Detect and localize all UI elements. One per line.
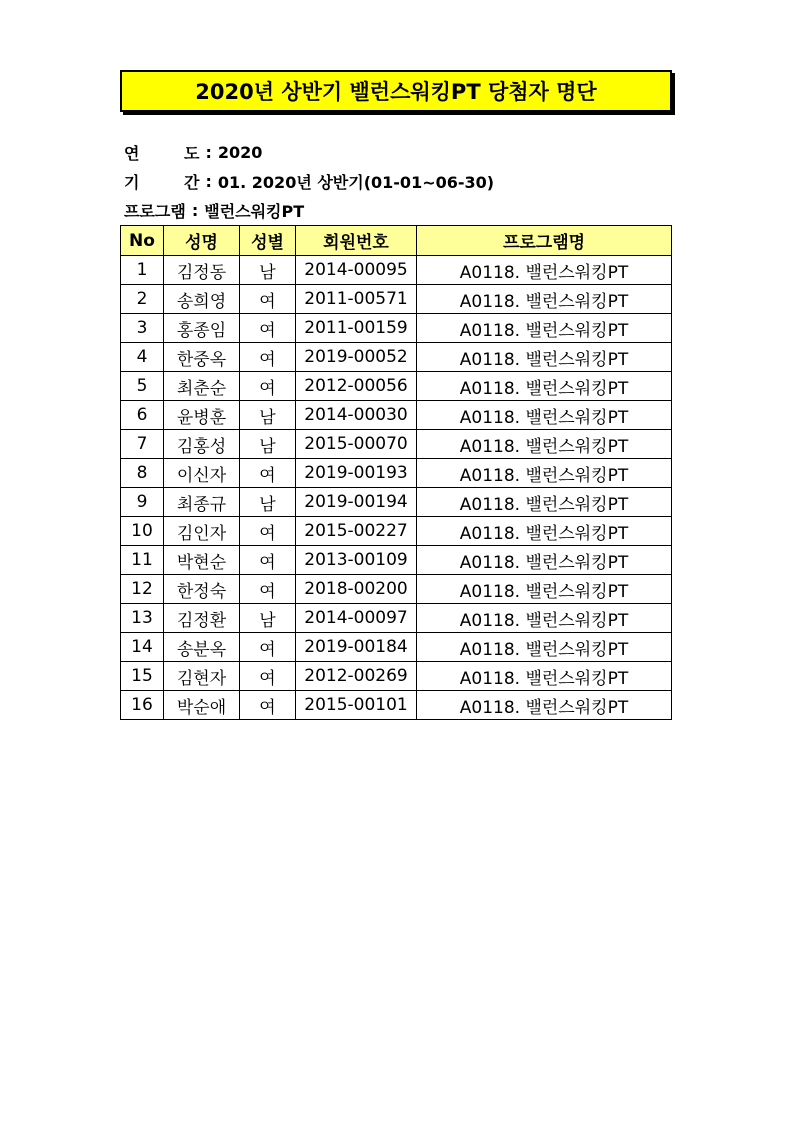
meta-period-label-b: 간: [184, 172, 200, 192]
cell-program: A0118. 밸런스워킹PT: [417, 575, 672, 604]
cell-name: 최종규: [164, 488, 240, 517]
cell-no: 14: [121, 633, 164, 662]
document-title: 2020년 상반기 밸런스워킹PT 당첨자 명단: [195, 80, 597, 104]
cell-no: 4: [121, 343, 164, 372]
cell-no: 10: [121, 517, 164, 546]
cell-no: 12: [121, 575, 164, 604]
cell-member-id: 2014-00097: [296, 604, 417, 633]
table-row: [121, 662, 672, 691]
cell-sex: 여: [240, 459, 296, 488]
cell-no: 6: [121, 401, 164, 430]
cell-name: 김정동: [164, 256, 240, 285]
header-name: 성명: [164, 226, 240, 256]
meta-period: [124, 169, 494, 193]
cell-no: 5: [121, 372, 164, 401]
table-header-row: [121, 226, 672, 256]
meta-year-label-b: 도: [184, 143, 200, 163]
table-row: [121, 488, 672, 517]
cell-name: 김현자: [164, 662, 240, 691]
cell-member-id: 2019-00194: [296, 488, 417, 517]
cell-no: 9: [121, 488, 164, 517]
cell-member-id: 2012-00056: [296, 372, 417, 401]
cell-name: 송희영: [164, 285, 240, 314]
cell-sex: 남: [240, 604, 296, 633]
cell-sex: 여: [240, 517, 296, 546]
header-no: No: [121, 226, 164, 256]
cell-no: 13: [121, 604, 164, 633]
cell-member-id: 2011-00571: [296, 285, 417, 314]
cell-sex: 남: [240, 256, 296, 285]
cell-name: 한중옥: [164, 343, 240, 372]
cell-program: A0118. 밸런스워킹PT: [417, 256, 672, 285]
cell-member-id: 2015-00101: [296, 691, 417, 720]
cell-member-id: 2019-00184: [296, 633, 417, 662]
table-row: [121, 285, 672, 314]
cell-program: A0118. 밸런스워킹PT: [417, 604, 672, 633]
cell-name: 최춘순: [164, 372, 240, 401]
meta-period-label-a: 기: [124, 172, 140, 192]
cell-name: 홍종임: [164, 314, 240, 343]
cell-program: A0118. 밸런스워킹PT: [417, 691, 672, 720]
cell-sex: 여: [240, 546, 296, 575]
cell-program: A0118. 밸런스워킹PT: [417, 285, 672, 314]
cell-sex: 여: [240, 633, 296, 662]
table-row: [121, 575, 672, 604]
cell-name: 김홍성: [164, 430, 240, 459]
cell-member-id: 2019-00193: [296, 459, 417, 488]
meta-period-sep: :: [205, 171, 212, 191]
cell-sex: 남: [240, 401, 296, 430]
cell-member-id: 2014-00095: [296, 256, 417, 285]
meta-year-label-a: 연: [124, 143, 140, 163]
cell-no: 11: [121, 546, 164, 575]
cell-member-id: 2019-00052: [296, 343, 417, 372]
table-row: [121, 430, 672, 459]
cell-program: A0118. 밸런스워킹PT: [417, 343, 672, 372]
meta-year-value: 2020: [217, 142, 263, 162]
cell-name: 한정숙: [164, 575, 240, 604]
cell-sex: 여: [240, 372, 296, 401]
cell-program: A0118. 밸런스워킹PT: [417, 372, 672, 401]
cell-sex: 남: [240, 488, 296, 517]
header-program: 프로그램명: [417, 226, 672, 256]
table-row: [121, 314, 672, 343]
meta-year-sep: :: [205, 142, 212, 162]
cell-name: 윤병훈: [164, 401, 240, 430]
cell-sex: 남: [240, 430, 296, 459]
cell-sex: 여: [240, 314, 296, 343]
meta-program: [124, 198, 304, 222]
cell-no: 15: [121, 662, 164, 691]
cell-member-id: 2011-00159: [296, 314, 417, 343]
cell-no: 7: [121, 430, 164, 459]
cell-member-id: 2014-00030: [296, 401, 417, 430]
cell-program: A0118. 밸런스워킹PT: [417, 517, 672, 546]
cell-member-id: 2015-00227: [296, 517, 417, 546]
table-row: [121, 546, 672, 575]
cell-sex: 여: [240, 575, 296, 604]
cell-no: 1: [121, 256, 164, 285]
table-row: [121, 604, 672, 633]
cell-sex: 여: [240, 662, 296, 691]
meta-period-value: 01. 2020년 상반기(01-01~06-30): [217, 172, 495, 192]
header-sex: 성별: [240, 226, 296, 256]
meta-program-value: 밸런스워킹PT: [204, 201, 305, 221]
meta-year: [124, 140, 262, 164]
cell-name: 김정환: [164, 604, 240, 633]
meta-program-label: 프로그램: [124, 201, 186, 221]
header-member-id: 회원번호: [296, 226, 417, 256]
cell-no: 16: [121, 691, 164, 720]
cell-program: A0118. 밸런스워킹PT: [417, 633, 672, 662]
cell-member-id: 2013-00109: [296, 546, 417, 575]
table-row: [121, 343, 672, 372]
table-row: [121, 691, 672, 720]
table-row: [121, 633, 672, 662]
table-row: [121, 517, 672, 546]
cell-member-id: 2018-00200: [296, 575, 417, 604]
cell-name: 박순애: [164, 691, 240, 720]
cell-name: 김인자: [164, 517, 240, 546]
table-row: [121, 459, 672, 488]
cell-program: A0118. 밸런스워킹PT: [417, 430, 672, 459]
cell-program: A0118. 밸런스워킹PT: [417, 401, 672, 430]
cell-program: A0118. 밸런스워킹PT: [417, 314, 672, 343]
cell-name: 이신자: [164, 459, 240, 488]
cell-program: A0118. 밸런스워킹PT: [417, 546, 672, 575]
cell-member-id: 2015-00070: [296, 430, 417, 459]
cell-no: 3: [121, 314, 164, 343]
cell-no: 2: [121, 285, 164, 314]
cell-sex: 여: [240, 285, 296, 314]
winners-table: [120, 225, 672, 720]
cell-name: 박현순: [164, 546, 240, 575]
cell-sex: 여: [240, 343, 296, 372]
cell-name: 송분옥: [164, 633, 240, 662]
table-row: [121, 256, 672, 285]
cell-program: A0118. 밸런스워킹PT: [417, 488, 672, 517]
table-row: [121, 401, 672, 430]
cell-sex: 여: [240, 691, 296, 720]
cell-program: A0118. 밸런스워킹PT: [417, 662, 672, 691]
cell-program: A0118. 밸런스워킹PT: [417, 459, 672, 488]
table-row: [121, 372, 672, 401]
document-title-box: [120, 70, 672, 112]
cell-member-id: 2012-00269: [296, 662, 417, 691]
cell-no: 8: [121, 459, 164, 488]
meta-program-sep: :: [191, 200, 199, 220]
